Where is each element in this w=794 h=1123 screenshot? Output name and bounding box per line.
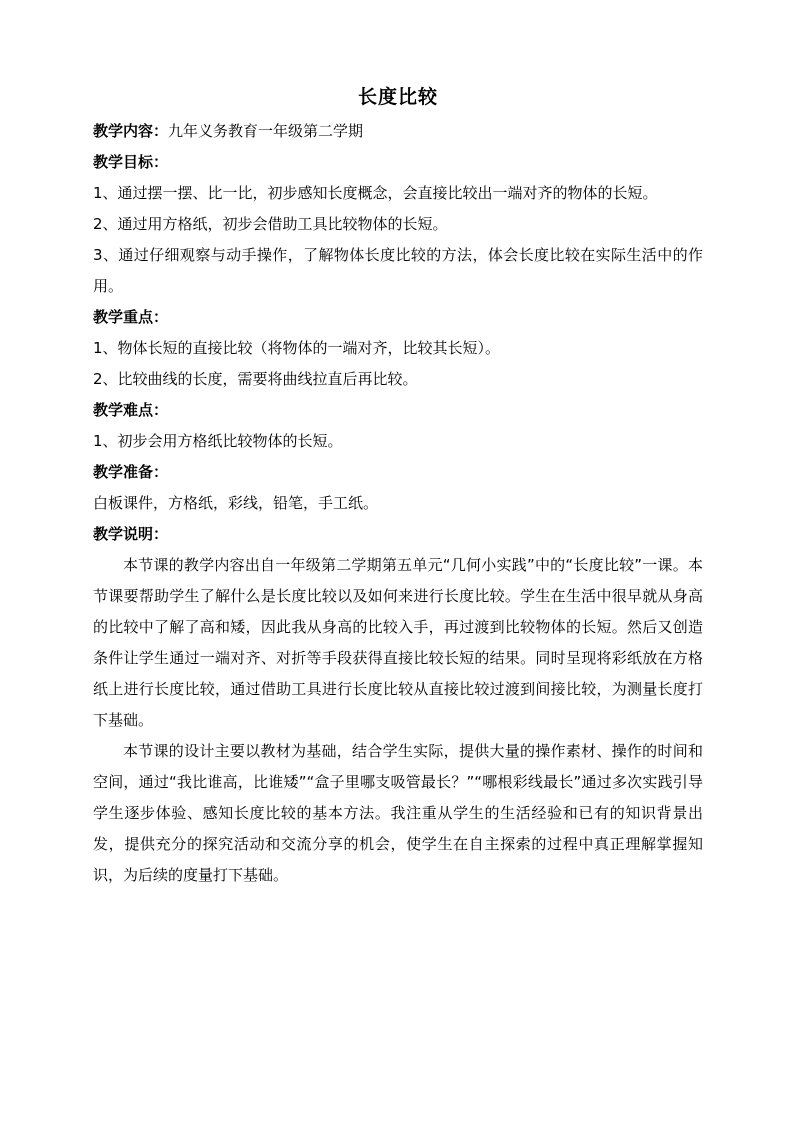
document-page (93, 82, 703, 891)
key-points-heading: 教学重点： (93, 308, 169, 326)
goals-heading: 教学目标： (93, 153, 169, 171)
content-line (93, 116, 703, 147)
preparation-heading: 教学准备： (93, 463, 169, 481)
preparation-text: 白板课件，方格纸，彩线，铅笔，手工纸。 (93, 494, 379, 512)
notes-paragraph-2: 本节课的设计主要以教材为基础，结合学生实际，提供大量的操作素材、操作的时间和空间，通过“我比谁高，比谁矮”“盒子里哪支吸管最长？”“哪根彩线最长”通过多次实践引导学生逐步体验、感知长度比较的基本方法。我注重从学生的生活经验和已有的知识背景出发，提供充分的探究活动和交流分享的机会，使学生在自主探索的过程中真正理解掌握知识，为后续的度量打下基础。 (93, 742, 703, 884)
difficulty-item-1: 1、初步会用方格纸比较物体的长短。 (93, 432, 343, 450)
key-point-item-2: 2、比较曲线的长度，需要将曲线拉直后再比较。 (93, 370, 418, 388)
notes-heading: 教学说明： (93, 525, 169, 543)
key-point-item-1: 1、物体长短的直接比较（将物体的一端对齐，比较其长短）。 (93, 339, 501, 357)
document-title: 长度比较 (357, 86, 438, 108)
content-value: 九年义务教育一年级第二学期 (168, 122, 364, 140)
goal-item-3: 3、通过仔细观察与动手操作，了解物体长度比较的方法，体会长度比较在实际生活中的作用。 (93, 246, 703, 295)
difficulty-heading: 教学难点： (93, 401, 169, 419)
notes-paragraph-1: 本节课的教学内容出自一年级第二学期第五单元“几何小实践”中的“长度比较”一课。本节课要帮助学生了解什么是长度比较以及如何来进行长度比较。学生在生活中很早就从身高的比较中了解了高和矮，因此我从身高的比较入手，再过渡到比较物体的长短。然后又创造条件让学生通过一端对齐、对折等手段获得直接比较长短的结果。同时呈现将彩纸放在方格纸上进行长度比较，通过借助工具进行长度比较从直接比较过渡到间接比较，为测量长度打下基础。 (93, 556, 703, 729)
goal-item-2: 2、通过用方格纸，初步会借助工具比较物体的长短。 (93, 215, 448, 233)
content-label: 教学内容： (93, 122, 169, 140)
goal-item-1: 1、通过摆一摆、比一比，初步感知长度概念，会直接比较出一端对齐的物体的长短。 (93, 184, 658, 202)
